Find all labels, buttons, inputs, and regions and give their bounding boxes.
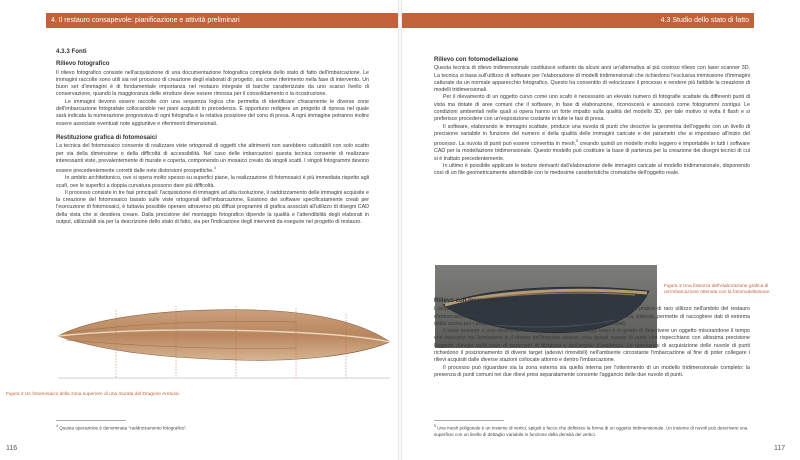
figure-caption-right: Figura 3 Una fissezza dell'elaborazione grafica di un'imbarcazione ottenuta con la fotomodellazione. xyxy=(664,284,771,295)
footnote-left xyxy=(56,423,356,432)
subheading-laser-scanner: Rilievo con laser scanner 3D xyxy=(434,297,517,304)
subheading-rilievo-fotografico: Rilievo fotografico xyxy=(56,60,110,68)
paragraph: L'acquisizione del rilievo tridimensionale con l'adozione del laser scanner 3D è una pratica di raro utilizzo nell'ambito del restauro d'imbarcazioni navigante e più di frequente nell'archeologia navale. Questa tecnica, tuttavia, permette di raccogliere dati di estrema utilità anche per i progetti di recupero di unità non destinate a esposizioni museali. xyxy=(434,306,750,327)
footnote-text: Questa operazione è denominata "raddrizzamento fotografico". xyxy=(59,425,188,431)
hull-fotomosaic-figure xyxy=(56,300,392,390)
right-page xyxy=(402,0,800,460)
subheading-fotomosaici: Restituzione grafica di fotomosaici xyxy=(56,133,157,141)
footnote-number: 4 xyxy=(56,424,58,428)
right-text-column-bottom xyxy=(434,297,750,379)
paragraph-text: creando quindi un modello molto leggero e importabile in tutti i software CAD per la modellazione tridimensionale. Questo modello può costituire la base di partenza per la creazione dei disegni tecnici di cui si è trattato precedentemente. xyxy=(434,141,750,162)
paragraph: In ultimo è possibile applicare le texture derivanti dall'elaborazione delle immagini caricate al modello tridimensionale, disponendo così di un file geometricamente attendibile con le medesime caratteristiche cromatiche dell'oggetto reale. xyxy=(434,162,750,177)
paragraph: Le immagini devono essere raccolte con una sequenza logica che permetta di identificare chiaramente le diverse zone dell'imbarcazione fotografate collocandole nei piani acquisiti in precedenza. È opportuno redigere un progetto di ripresa nel quale sarà indicata la numerazione progressiva di ogni fotografia e la relativa posizione del cono di presa. A ogni immagine potranno inoltre essere associate eventuali note aggiuntive e riferimenti dimensionali. xyxy=(56,98,369,127)
paragraph-text: La tecnica del fotomosaico consente di realizzare viste ortogonali di oggetti che altrimenti non sarebbero catturabili con solo scatto per via della dimensione o della difficoltà di accessibilità. Nel caso delle imbarcazioni questa tecnica consente di realizzare interessanti viste, prevalentemente di murate e coperta, componendo un mosaico creato da singoli scatti. I singoli fotogrammi devono essere precedentemente corretti dalle note distorsioni prospettiche. xyxy=(56,143,369,174)
running-header-left: 4. Il restauro consapevole: pianificazione e attività preliminari xyxy=(46,13,398,28)
right-text-column-top xyxy=(434,56,750,178)
footnote-text: Una mesh poligonale è un insieme di vertici, spigoli e facce che definisce la forma di un oggetto tridimensionale. Un insieme di nuvoli può descrivere una superficie con un livello di dettaglio variabile in funzione della densità dei vertici. xyxy=(434,425,748,437)
paragraph-text: Il software, elaborando le immagini scattate, produce una nuvola di punti che descrive la geometria dell'oggetto con un livello di precisione variabile in funzione del numero e della qualità delle immagini caricate e dei parametri che si impostano all'inizio del processo. La nuvola di punti può essere convertita in mesh, xyxy=(434,123,750,148)
footnote-right xyxy=(434,423,750,438)
paragraph xyxy=(434,124,750,163)
figure-caption-left: Figura 2 Un fotomosaico della zona superiore di una murata del Dragone Aretusa. xyxy=(6,392,180,397)
footnote-rule xyxy=(434,420,504,421)
section-title: 4.3.3 Fonti xyxy=(56,48,87,55)
paragraph: Il processo può riguardare sia la zona esterna sia quella interna per l'ottenimento di un modello tridimensionale completo: la presenza di punti comuni nei due rilievi presi separatamente consente l'aggancio delle due nuvole di punti. xyxy=(434,364,750,378)
left-page xyxy=(0,0,398,460)
paragraph: Il processo consiste in tre fasi principali: l'acquisizione di immagini ad alta risoluzione, il raddrizzamento delle immagini acquisite e la creazione del fotomosaico basato sulle viste ortogonali dell'imbarcazione. Esistono dei software specificatamente creati per l'esecuzione di fotomosaici, è tuttavia possibile operare attraverso più diffusi programmi di grafica associati all'utilizzo di disegni CAD della vista che si desidera creare. Dalla precisione del montaggio fotografico dipende la qualità e l'attendibilità degli elaborati in output, utilizzabili sia per la descrizione dello stato di fatto, sia per l'indicazione degli interventi da eseguire nel progetto di restauro. xyxy=(56,189,369,225)
paragraph: Il laser scanner è uno strumento che tramite l'emissione di raggi laser è in grado di descrivere un oggetto misurandone il tempo che trascorre tra l'emissione e il ritorno dell'impulso stesso; crea quindi nuvole di punti che rispecchiano con altissima precisione l'oggetto rilevato sulla base di parametri di distanza e dell'angolo d'incidenza. Le operazioni di acquisizione delle nuvole di punti richiedono il posizionamento di diversi target (adesivi rimovibili) nell'ambiente circostante l'imbarcazione al fine di poter collegare i rilievi acquisiti dalle diverse stazioni collocate attorno e dentro l'imbarcazione. xyxy=(434,328,750,364)
page-number-left: 116 xyxy=(6,445,18,452)
running-header-right: 4.3 Studio dello stato di fatto xyxy=(402,13,754,28)
page-number-right: 117 xyxy=(774,445,786,452)
footnote-ref: 5 xyxy=(576,139,578,144)
subheading-fotomodellazione: Rilievo con fotomodellazione xyxy=(434,56,519,63)
footnote-number: 5 xyxy=(434,424,436,428)
paragraph xyxy=(56,143,369,175)
paragraph: Per il rilevamento di un oggetto curvo come uno scafo è necessario un elevato numero di fotografie scattate da differenti punti di vista ma dotate di aree comuni che il software, in fase di elaborazione, riconoscerà e assocerà come fotogrammi contigui. Le condizioni ambientali nelle quali si opera hanno un forte impatto sulla qualità del modello 3D, per tale motivo si evita il flash e si preferisce procedere con un'esposizione costante in tutte le fasi di presa. xyxy=(434,94,750,123)
paragraph: Il rilievo fotografico consiste nell'acquisizione di una documentazione fotografica completa dello stato di fatto dell'imbarcazione. Le immagini raccolte sono utili sia nel processo di creazione degli elaborati di progetto, sia come riferimento nella fase di intervento. Un buon set d'immagini è di fondamentale importanza nel restauro integrale di barche caratterizzate da uno scarso livello di conservazione, quando la maggioranza delle strutture deve essere rimossa per il consolidamento o la ricostruzione. xyxy=(56,69,369,98)
footnote-rule xyxy=(56,420,126,421)
paragraph: Questa tecnica di rilievo tridimensionale costituisce soltanto da alcuni anni un'alternativa al più costoso rilievo con laser scanner 3D. La tecnica si basa sull'utilizzo di software per l'elaborazione di modelli tridimensionali che richiedono l'esclusiva immissione d'immagini catturate da un normale apparecchio fotografico. Questo ha consentito di velocizzare il processo e rendere più fattibile la creazione di modelli tridimensionali. xyxy=(434,65,750,94)
footnote-ref: 4 xyxy=(213,166,216,171)
left-text-column xyxy=(56,48,369,226)
paragraph: In ambito architettonico, ove si opera molto spesso su superfici piane, la realizzazione di fotomosaici è più immediata rispetto agli scafi, ove le superfici a doppia curvatura possono dare più difficoltà. xyxy=(56,175,369,189)
